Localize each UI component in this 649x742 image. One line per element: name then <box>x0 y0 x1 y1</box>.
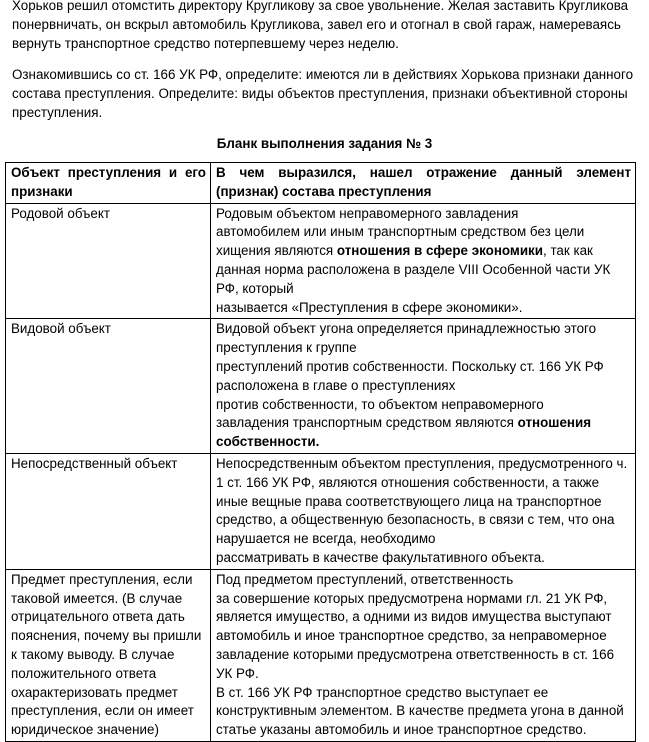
row-label: Родовой объект <box>6 203 211 319</box>
text-fragment: за совершение которых предусмотрена нормами гл. 21 УК РФ, является имущество, а одними из видов имущества выступают автомобиль и иное транспортное средство, за неправомерное завладение которыми предусмотрена ответственность в ст. 166 УК РФ. <box>216 590 615 681</box>
task-paragraph: Хорьков решил отомстить директору Кругликову за свое увольнение. Желая заставить Кругликова понервничать, он вскрыл автомобиль Кругликова, завел его и отогнал в свой гараж, намереваясь вернуть транспортное средство потерпевшему через неделю. <box>12 0 629 51</box>
text-fragment: , так как данная норма расположена в разделе VIII Особенной части УК РФ, который <box>216 243 611 296</box>
form-title: Бланк выполнения задания № 3 <box>216 136 433 151</box>
text-fragment: Непосредственным объектом преступления, предусмотренного ч. 1 ст. 166 УК РФ, являются отношения собственности, а также иные вещные права соответствующего лица на транспортное средство, а общественную безопасность, в связи с тем, что она нарушается не всегда, необходимо <box>216 455 628 547</box>
table-row-direct-object <box>6 453 636 569</box>
text-fragment: завладения транспортным средством являются <box>216 415 518 431</box>
highlighted-term: отношения в сфере экономики <box>336 243 543 259</box>
question-paragraph: Ознакомившись со ст. 166 УК РФ, определите: имеются ли в действиях Хорькова признаки данного состава преступления. Определите: виды объектов преступления, признаки объективной стороны преступления. <box>12 67 634 120</box>
row-label: Видовой объект <box>6 319 211 454</box>
table-header-row <box>6 163 636 204</box>
row-text <box>211 453 636 569</box>
text-fragment: Родовым объектом неправомерного завладения <box>216 205 519 221</box>
text-fragment: рассматривать в качестве факультативного объекта. <box>216 549 545 565</box>
text-fragment: Под предметом преступлений, ответственность <box>216 571 514 587</box>
row-text <box>211 319 636 454</box>
table-row-subject-matter <box>6 569 636 741</box>
text-fragment: автомобилем или иным транспортным средством без цели хищения являются <box>216 224 585 259</box>
row-label: Непосредственный объект <box>6 453 211 569</box>
row-label: Предмет преступления, если таковой имеется. (В случае отрицательного ответа дать пояснения, почему вы пришли к такому выводу. В случае положительного ответа охарактеризовать предмет преступления, если он имеет юридическое значение) <box>6 569 211 741</box>
header-object: Объект преступления и его признаки <box>6 163 211 204</box>
text-fragment: против собственности, то объектом неправомерного <box>216 396 544 412</box>
text-fragment: преступлений против собственности. Поскольку ст. 166 УК РФ расположена в главе о преступлениях <box>216 358 604 393</box>
highlighted-term: отношения собственности. <box>216 415 592 450</box>
text-fragment: называется «Преступления в сфере экономики». <box>216 299 523 315</box>
table-row-generic-object <box>6 203 636 319</box>
row-text <box>211 203 636 319</box>
text-fragment: В ст. 166 УК РФ транспортное средство выступает ее конструктивным элементом. В качестве предмета угона в данной статье указаны автомобиль и иное транспортное средство. <box>216 684 624 738</box>
header-expression: В чем выразился, нашел отражение данный элемент (признак) состава преступления <box>211 163 636 204</box>
table-row-species-object <box>6 319 636 454</box>
text-fragment: Видовой объект угона определяется принадлежностью этого преступления к группе <box>216 321 597 356</box>
answer-table <box>5 162 636 742</box>
row-text <box>211 569 636 741</box>
